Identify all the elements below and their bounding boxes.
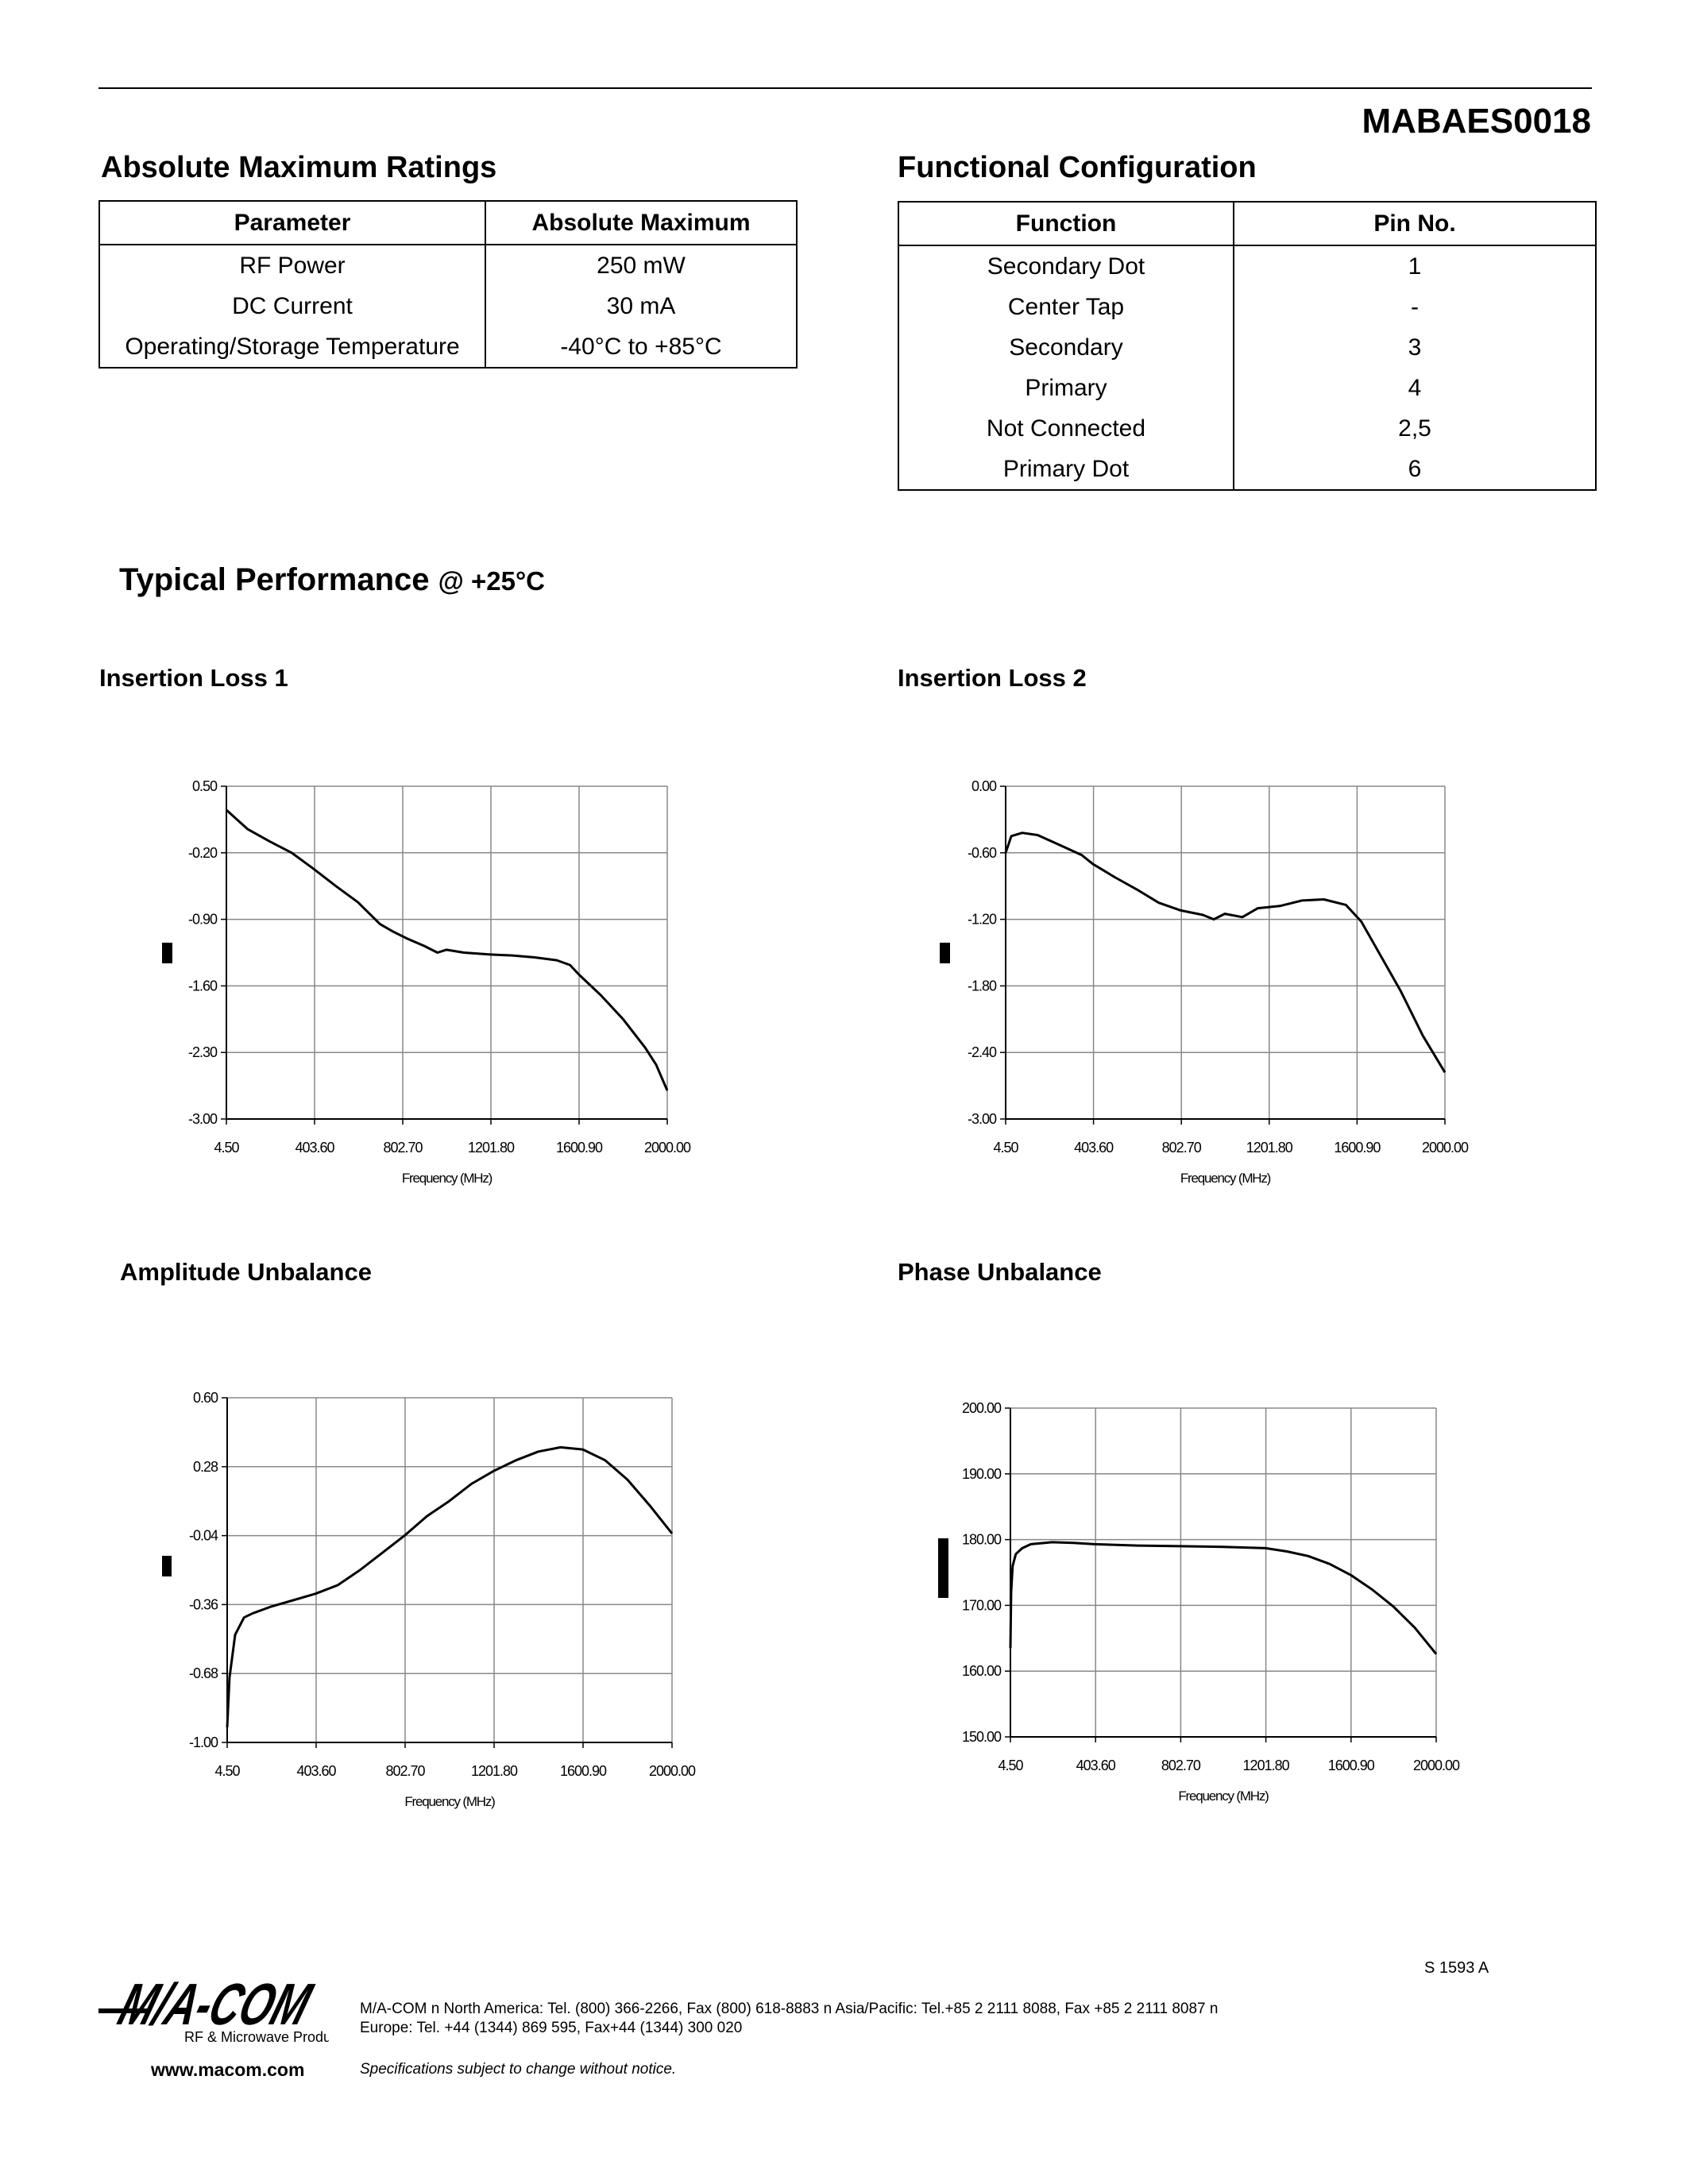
y-tick-label: -2.40 — [967, 1044, 996, 1061]
macom-logo — [98, 1974, 329, 2045]
disclaimer: Specifications subject to change without notice. — [360, 2061, 677, 2078]
table-cell: - — [1234, 287, 1596, 327]
document-code: S 1593 A — [1424, 1959, 1489, 1977]
x-tick-label: 1201.80 — [470, 1763, 518, 1779]
contact-line-2: Europe: Tel. +44 (1344) 869 595, Fax+44 (1344) 300 020 — [360, 2020, 743, 2036]
table-cell: Secondary Dot — [898, 245, 1234, 287]
y-tick-label: -3.00 — [187, 1111, 217, 1127]
x-tick-label: 1201.80 — [1242, 1758, 1289, 1773]
contact-line-1: M/A-COM n North America: Tel. (800) 366-2266, Fax (800) 618-8883 n Asia/Pacific: Tel.+85 2 2111 8088, Fax +85 2 2111 8087 n — [360, 2001, 1219, 2017]
y-tick-label: 200.00 — [961, 1400, 1001, 1416]
x-tick-label: 2000.00 — [643, 1140, 691, 1156]
x-tick-label: 403.60 — [296, 1763, 336, 1779]
y-tick-label: 180.00 — [961, 1531, 1001, 1548]
y-tick-label: 190.00 — [961, 1465, 1001, 1482]
table-cell: DC Current — [99, 286, 485, 326]
column-header: Absolute Maximum — [485, 201, 797, 245]
table-cell: 30 mA — [485, 286, 797, 326]
y-tick-label: 150.00 — [961, 1729, 1001, 1745]
y-tick-label: -1.20 — [967, 911, 996, 928]
y-tick-label: 170.00 — [961, 1597, 1001, 1614]
y-tick-label: 0.50 — [191, 778, 217, 794]
y-tick-label: -1.60 — [187, 978, 217, 994]
column-header: Parameter — [99, 201, 485, 245]
table-cell: 1 — [1234, 245, 1596, 287]
func-config-title: Functional Configuration — [898, 151, 1257, 184]
x-axis-label: Frequency (MHz) — [404, 1794, 495, 1809]
x-axis-label: Frequency (MHz) — [1178, 1788, 1269, 1804]
x-tick-label: 403.60 — [295, 1140, 334, 1156]
y-tick-label: 160.00 — [961, 1663, 1001, 1680]
y-tick-label: -2.30 — [187, 1044, 217, 1061]
x-axis-label: Frequency (MHz) — [401, 1171, 492, 1186]
y-tick-label: 0.60 — [192, 1390, 218, 1406]
x-axis-label: Frequency (MHz) — [1180, 1171, 1271, 1186]
x-tick-label: 2000.00 — [1421, 1140, 1469, 1156]
table-cell: 6 — [1234, 449, 1596, 490]
x-tick-label: 403.60 — [1076, 1758, 1115, 1773]
y-tick-label: -0.36 — [188, 1596, 218, 1613]
y-tick-label: -0.90 — [187, 911, 217, 928]
table-cell: 250 mW — [485, 245, 797, 286]
chart-title-amplitude-unbalance: Amplitude Unbalance — [120, 1258, 372, 1286]
y-tick-label: -0.20 — [187, 844, 217, 861]
website-link[interactable]: www.macom.com — [151, 2059, 305, 2080]
data-series-line — [1010, 1542, 1436, 1654]
logo-wordmark: M/A-COM — [110, 1974, 329, 2038]
logo-subtitle: RF & Microwave Produ — [184, 2029, 329, 2045]
table-cell: Operating/Storage Temperature — [99, 326, 485, 368]
table-cell: 3 — [1234, 327, 1596, 368]
x-tick-label: 802.70 — [1161, 1758, 1200, 1773]
y-tick-label: -0.60 — [967, 844, 996, 861]
y-tick-label: 0.28 — [192, 1458, 218, 1475]
x-tick-label: 1600.90 — [1334, 1140, 1381, 1156]
table-cell: RF Power — [99, 245, 485, 286]
x-tick-label: 4.50 — [214, 1763, 240, 1779]
x-tick-label: 2000.00 — [648, 1763, 696, 1779]
performance-heading: Typical Performance — [119, 562, 430, 597]
x-tick-label: 802.70 — [385, 1763, 425, 1779]
x-tick-label: 1201.80 — [467, 1140, 515, 1156]
abs-max-title: Absolute Maximum Ratings — [101, 151, 497, 184]
y-tick-label: -0.68 — [188, 1665, 218, 1682]
x-tick-label: 1201.80 — [1246, 1140, 1292, 1156]
y-tick-label: -0.04 — [188, 1527, 218, 1544]
performance-condition: @ +25°C — [438, 566, 546, 596]
column-header: Pin No. — [1234, 202, 1596, 245]
x-tick-label: 1600.90 — [555, 1140, 603, 1156]
table-cell: -40°C to +85°C — [485, 326, 797, 368]
chart-title-insertion-loss-1: Insertion Loss 1 — [99, 664, 288, 692]
table-cell: Primary — [898, 368, 1234, 408]
part-number: MABAES0018 — [1362, 102, 1591, 141]
y-tick-label: 0.00 — [971, 778, 996, 794]
table-cell: 4 — [1234, 368, 1596, 408]
table-cell: 2,5 — [1234, 408, 1596, 449]
table-cell: Not Connected — [898, 408, 1234, 449]
x-tick-label: 802.70 — [1161, 1140, 1201, 1156]
column-header: Function — [898, 202, 1234, 245]
x-tick-label: 403.60 — [1074, 1140, 1114, 1156]
y-axis-marker — [938, 1538, 948, 1598]
x-tick-label: 4.50 — [214, 1140, 239, 1156]
x-tick-label: 2000.00 — [1412, 1758, 1460, 1773]
y-tick-label: -1.80 — [967, 978, 996, 994]
table-cell: Primary Dot — [898, 449, 1234, 490]
chart-title-phase-unbalance: Phase Unbalance — [898, 1258, 1102, 1286]
chart-title-insertion-loss-2: Insertion Loss 2 — [898, 664, 1087, 692]
macom-logo-graphic — [98, 1974, 329, 2045]
x-tick-label: 4.50 — [993, 1140, 1018, 1156]
table-cell: Center Tap — [898, 287, 1234, 327]
x-tick-label: 1600.90 — [559, 1763, 607, 1779]
y-tick-label: -3.00 — [967, 1111, 996, 1127]
y-tick-label: -1.00 — [188, 1734, 218, 1750]
x-tick-label: 802.70 — [383, 1140, 423, 1156]
x-tick-label: 4.50 — [998, 1758, 1023, 1773]
table-cell: Secondary — [898, 327, 1234, 368]
x-tick-label: 1600.90 — [1327, 1758, 1374, 1773]
